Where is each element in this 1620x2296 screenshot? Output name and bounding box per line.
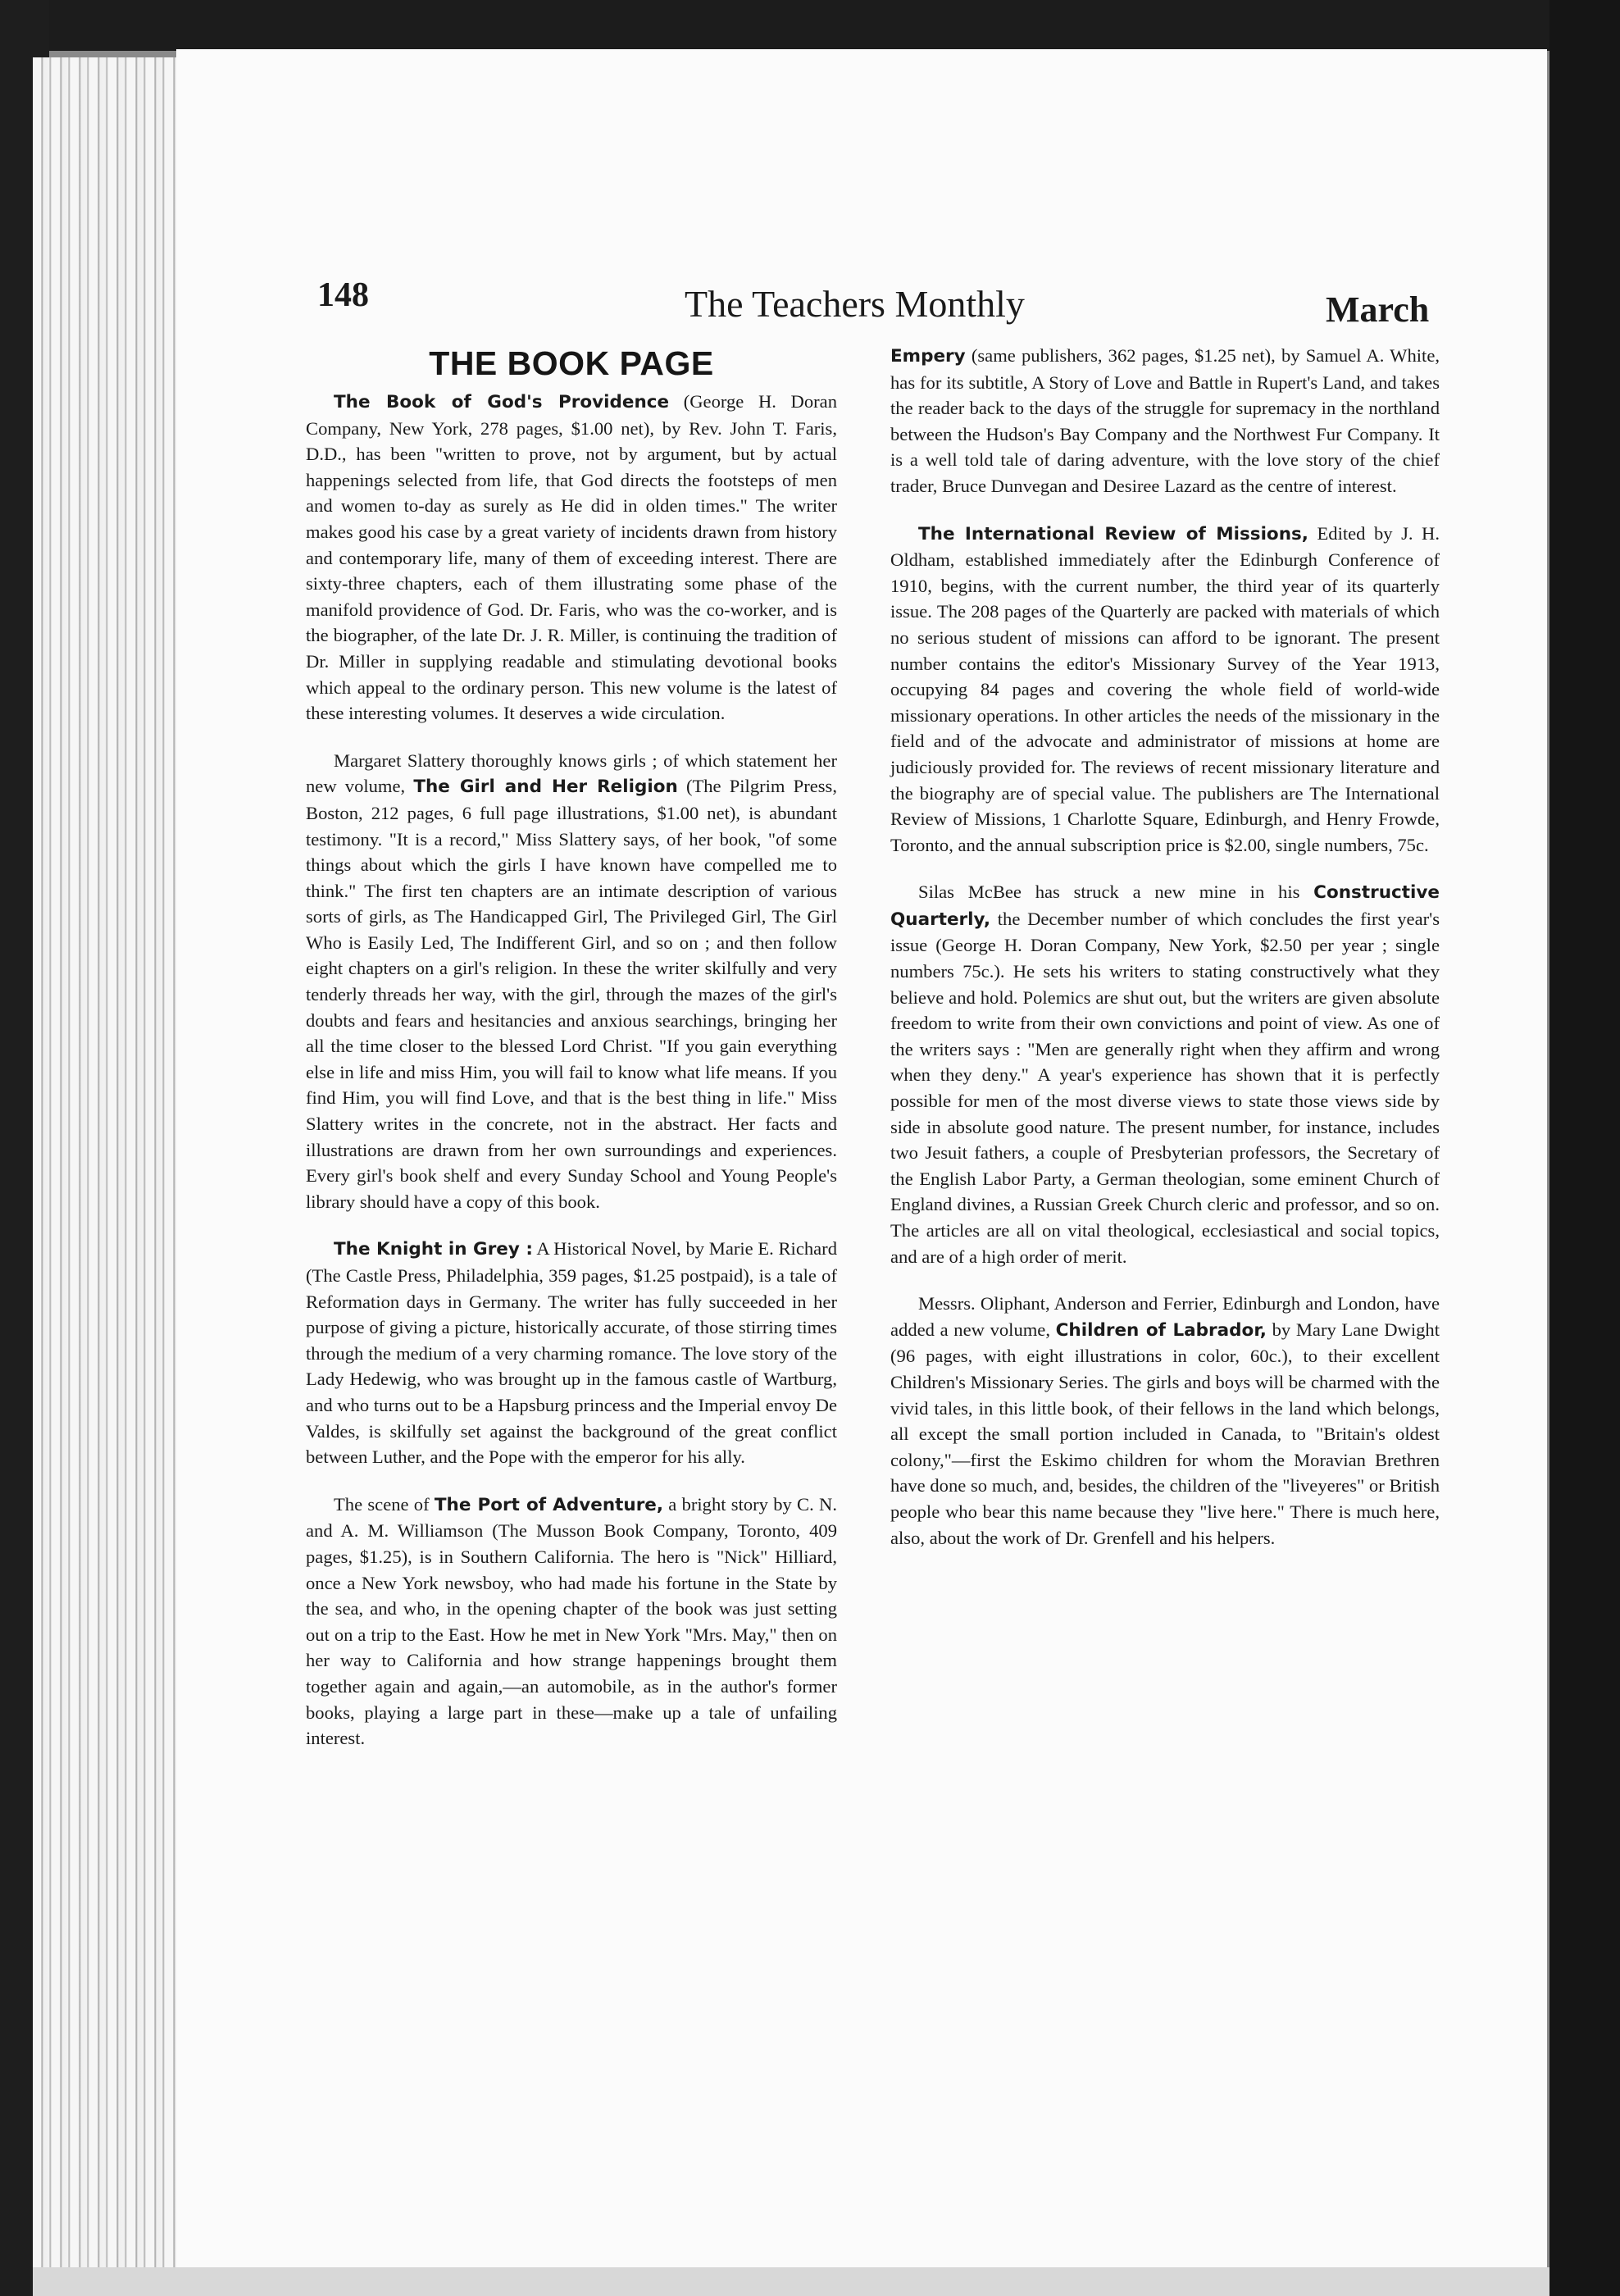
book-page-edges <box>33 57 176 2267</box>
review-port-adventure <box>306 1492 837 1752</box>
review-text: by Mary Lane Dwight (96 pages, with eight illustrations in color, 60c.), to their excellent Children's Missionary Series. The girls and boys will be charmed with the vivid tales, in this little book, of their fellows in the land which belongs, all except the small portion included in Canada, to "Britain's oldest colony,"—first the Eskimo children for whom the Moravian Brethren have done so much, and, besides, the children of the "liveyeres" or British people who bear this name because they "live here." There is much here, also, about the work of Dr. Grenfell and his helpers. <box>890 1319 1440 1548</box>
journal-title: The Teachers Monthly <box>685 283 1025 325</box>
review-text: (same publishers, 362 pages, $1.25 net), by Samuel A. White, has for its subtitle, A Story of Love and Battle in Rupert's Land, and takes the reader back to the days of the struggle for supremacy in the northland between the Hudson's Bay Company and the Northwest Fur Company. It is a well told tale of daring adventure, with the love story of the chief trader, Bruce Dunvegan and Desiree Lazard as the centre of interest. <box>890 345 1440 496</box>
book-bottom-edge <box>33 2267 1549 2296</box>
left-column <box>306 343 837 1773</box>
issue-month: March <box>1326 289 1430 330</box>
book-title: The Port of Adventure, <box>434 1494 664 1515</box>
review-text: (The Pilgrim Press, Boston, 212 pages, 6 full page illustrations, $1.00 net), is abundant testimony. "It is a record," Miss Slattery says, of her book, "of some things about which the girls I have known have compelled me to think." The first ten chapters are an intimate description of various sorts of girls, as The Handicapped Girl, The Privileged Girl, The Girl Who is Easily Led, The Indifferent Girl, and so on ; and then follow eight chapters on a girl's religion. In these the writer skilfully and very tenderly threads her way, with the girl, through the mazes of the girl's doubts and fears and hesitancies and anxious searchings, bringing her all the time closer to the blessed Lord Christ. "If you gain everything else in life and miss Him, you will fail to know what life means. If you find Him, you will find Love, and that is the best thing in life." Miss Slattery writes in the concrete, not in the abstract. Her facts and illustrations are drawn from her own surroundings and experiences. Every girl's book shelf and every Sunday School and Young People's library should have a copy of this book. <box>306 776 837 1212</box>
review-providence <box>306 389 837 727</box>
review-constructive <box>890 879 1440 1269</box>
review-text: a bright story by C. N. and A. M. Williamson (The Musson Book Company, Toronto, 409 pages, $1.25), is in Southern California. The hero is "Nick" Hilliard, once a New York newsboy, who had made his fortune in the State by the sea, and who, in the opening chapter of the book was just setting out on a trip to the East. How he met in New York "Mrs. May," then on her way to California and how strange happenings brought them together again and again,—an automobile, as in the author's former books, playing a large part in these—make up a tale of unfailing interest. <box>306 1493 837 1749</box>
review-knight-grey <box>306 1236 837 1469</box>
review-labrador <box>890 1291 1440 1551</box>
book-title: Empery <box>890 346 966 367</box>
review-lead: Messrs. Oliphant, Anderson and Ferrier, Edinburgh and London, have added a new volume, <box>890 1293 1440 1340</box>
review-girl-religion <box>306 748 837 1215</box>
review-missions <box>890 521 1440 859</box>
review-lead: The scene of <box>334 1493 435 1515</box>
running-head <box>176 264 1547 330</box>
book-title: The International Review of Missions, <box>918 523 1308 544</box>
right-column <box>890 343 1440 1572</box>
book-title: The Book of God's Providence <box>334 392 670 412</box>
review-text: the December number of which concludes the first year's issue (George H. Doran Company, New York, $2.50 per year ; single numbers 75c.). He sets his writers to stating constructively what they believe and hold. Polemics are shut out, but the writers are given absolute freedom to write from their own convictions and point of view. As one of the writers says : "Men are generally right when they affirm and wrong when they deny." A year's experience has shown that it is perfectly possible for men of the most diverse views to state those views side by side in absolute good nature. The present number, for instance, includes two Jesuit fathers, a couple of Presbyterian professors, the Secretary of the English Labor Party, a German theologian, some eminent Church of England divines, a Russian Greek Church cleric and professor, and so on. The articles are all on vital theological, ecclesiastical and social topics, and are of a high order of merit. <box>890 908 1440 1267</box>
scan-border-right <box>1549 0 1620 2296</box>
review-lead: Silas McBee has struck a new mine in his <box>918 882 1314 903</box>
document-page <box>176 49 1547 2267</box>
book-title: The Knight in Grey : <box>334 1239 534 1260</box>
review-empery <box>890 343 1440 499</box>
scan-border-top <box>0 0 1620 51</box>
review-lead: Margaret Slattery thoroughly knows girls ; of which statement her new volume, <box>306 749 837 797</box>
review-text: Edited by J. H. Oldham, established immediately after the Edinburgh Conference of 1910, begins, with the current number, the third year of its quarterly issue. The 208 pages of the Quarterly are packed with materials of which no serious student of missions can afford to be ignorant. The present number contains the editor's Missionary Survey of the Year 1913, occupying 84 pages and covering the whole field of world-wide missionary operations. In other articles the needs of the missionary in the field and of the advocate and administrator of missions at home are judiciously provided for. The reviews of recent missionary literature and the biography are of special value. The publishers are The International Review of Missions, 1 Charlotte Square, Edinburgh, and Henry Frowde, Toronto, and the annual subscription price is $2.00, single numbers, 75c. <box>890 522 1440 855</box>
book-title: Children of Labrador, <box>1055 1319 1267 1341</box>
review-text: (George H. Doran Company, New York, 278 pages, $1.00 net), by Rev. John T. Faris, D.D., has been "written to prove, not by argument, but by actual happenings selected from life, that God directs the footsteps of men and women to-day as surely as He did in olden times." The writer makes good his case by a great variety of incidents drawn from history and contemporary life, many of them of exceeding interest. There are sixty-three chapters, each of them illustrating some phase of the manifold providence of God. Dr. Faris, who was the co-worker, and is the biographer, of the late Dr. J. R. Miller, is continuing the tradition of Dr. Miller in supplying readable and stimulating devotional books which appeal to the ordinary person. This new volume is the latest of these interesting volumes. It deserves a wide circulation. <box>306 391 837 724</box>
book-title: Constructive Quarterly, <box>890 882 1440 930</box>
review-text: A Historical Novel, by Marie E. Richard (The Castle Press, Philadelphia, 359 pages, $1.25 postpaid), is a tale of Reformation days in Germany. The writer has fully succeeded in her purpose of giving a picture, historically accurate, of those stirring times through the medium of a very charming romance. The love story of the Lady Hedewig, who was brought up in the famous castle of Wartburg, and who turns out to be a Hapsburg princess and the Imperial envoy De Valdes, is skilfully set against the background of the great conflict between Luther, and the Pope with the emperor for his ally. <box>306 1238 837 1468</box>
book-title: The Girl and Her Religion <box>413 777 678 798</box>
section-title: THE BOOK PAGE <box>429 344 714 382</box>
page-number: 148 <box>317 276 369 314</box>
